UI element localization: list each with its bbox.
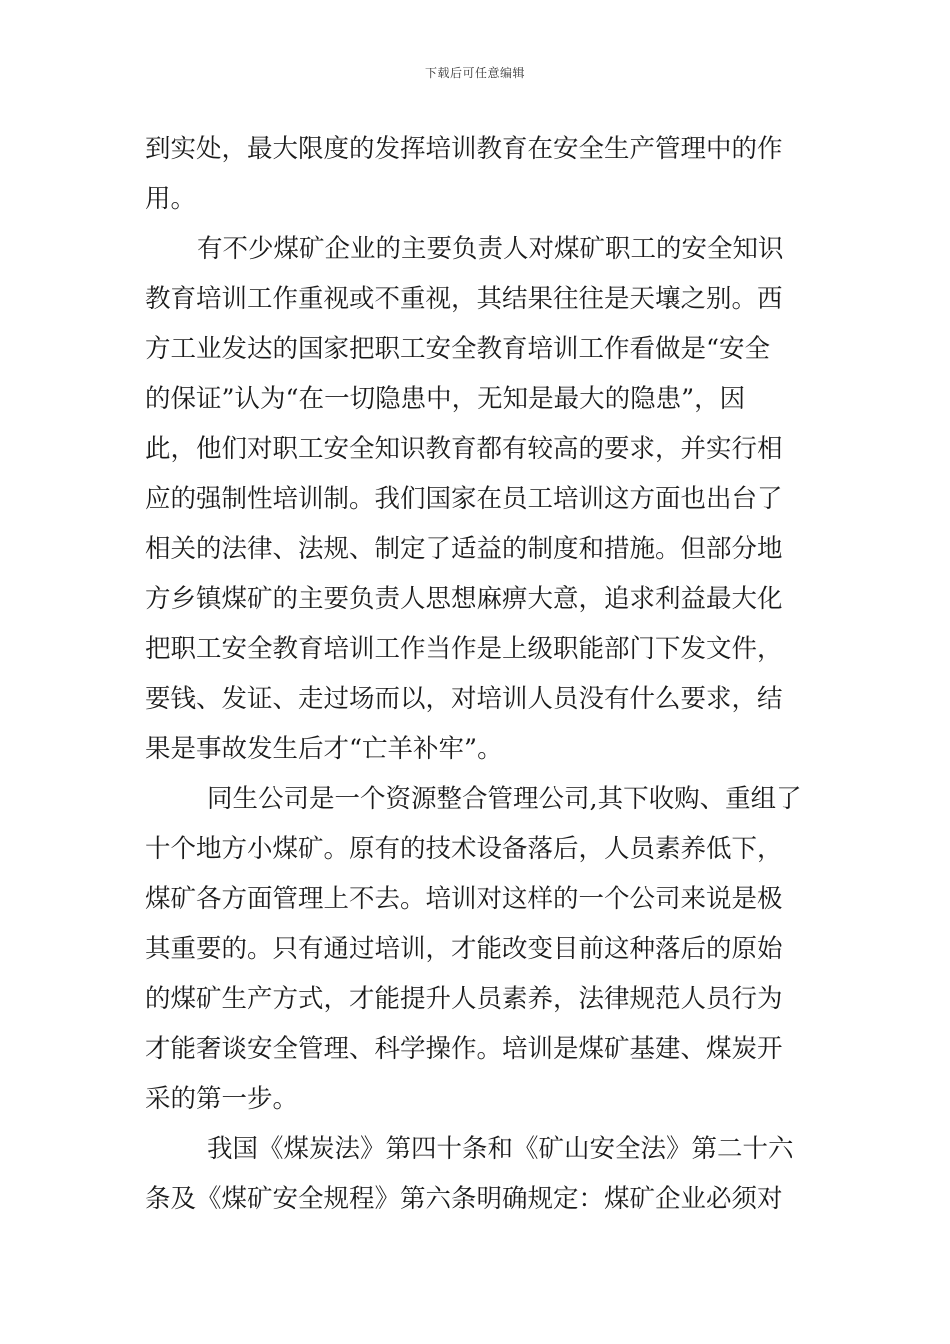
text-line: 煤矿各方面管理上不去。培训对这样的一个公司来说是极	[145, 884, 783, 914]
text-line: 到实处，最大限度的发挥培训教育在安全生产管理中的作	[145, 134, 783, 164]
text-line: 用。	[145, 184, 197, 214]
text-line: 果是事故发生后才“亡羊补牢”。	[145, 734, 503, 764]
paragraph	[145, 224, 809, 774]
paragraph	[145, 774, 809, 1124]
text-line: 方工业发达的国家把职工安全教育培训工作看做是“安全	[145, 334, 771, 364]
text-line: 十个地方小煤矿。原有的技术设备落后，人员素养低下，	[145, 834, 783, 864]
text-line: 有不少煤矿企业的主要负责人对煤矿职工的安全知识	[197, 234, 784, 264]
text-line: 的煤矿生产方式，才能提升人员素养，法律规范人员行为	[145, 984, 783, 1014]
text-line: 采的第一步。	[145, 1084, 299, 1114]
paragraph	[145, 124, 809, 224]
text-line: 条及《煤矿安全规程》第六条明确规定：煤矿企业必须对	[145, 1184, 783, 1214]
paragraph	[145, 1124, 809, 1224]
page-header: 下载后可任意编辑	[424, 66, 525, 80]
text-line: 同生公司是一个资源整合管理公司,其下收购、重组了	[207, 784, 802, 814]
text-line: 要钱、发证、走过场而以，对培训人员没有什么要求，结	[145, 684, 783, 714]
text-line: 我国《煤炭法》第四十条和《矿山安全法》第二十六	[207, 1134, 794, 1164]
text-line: 方乡镇煤矿的主要负责人思想麻痹大意，追求利益最大化	[145, 584, 783, 614]
text-line: 把职工安全教育培训工作当作是上级职能部门下发文件，	[145, 634, 783, 664]
text-line: 才能奢谈安全管理、科学操作。培训是煤矿基建、煤炭开	[145, 1034, 783, 1064]
text-line: 相关的法律、法规、制定了适益的制度和措施。但部分地	[145, 534, 783, 564]
text-line: 的保证”认为“在一切隐患中，无知是最大的隐患”，因	[145, 384, 746, 414]
text-line: 其重要的。只有通过培训，才能改变目前这种落后的原始	[145, 934, 783, 964]
document-body	[145, 124, 809, 1224]
text-line: 教育培训工作重视或不重视，其结果往往是天壤之别。西	[145, 284, 783, 314]
text-line: 此，他们对职工安全知识教育都有较高的要求，并实行相	[145, 434, 783, 464]
text-line: 应的强制性培训制。我们国家在员工培训这方面也出台了	[145, 484, 783, 514]
